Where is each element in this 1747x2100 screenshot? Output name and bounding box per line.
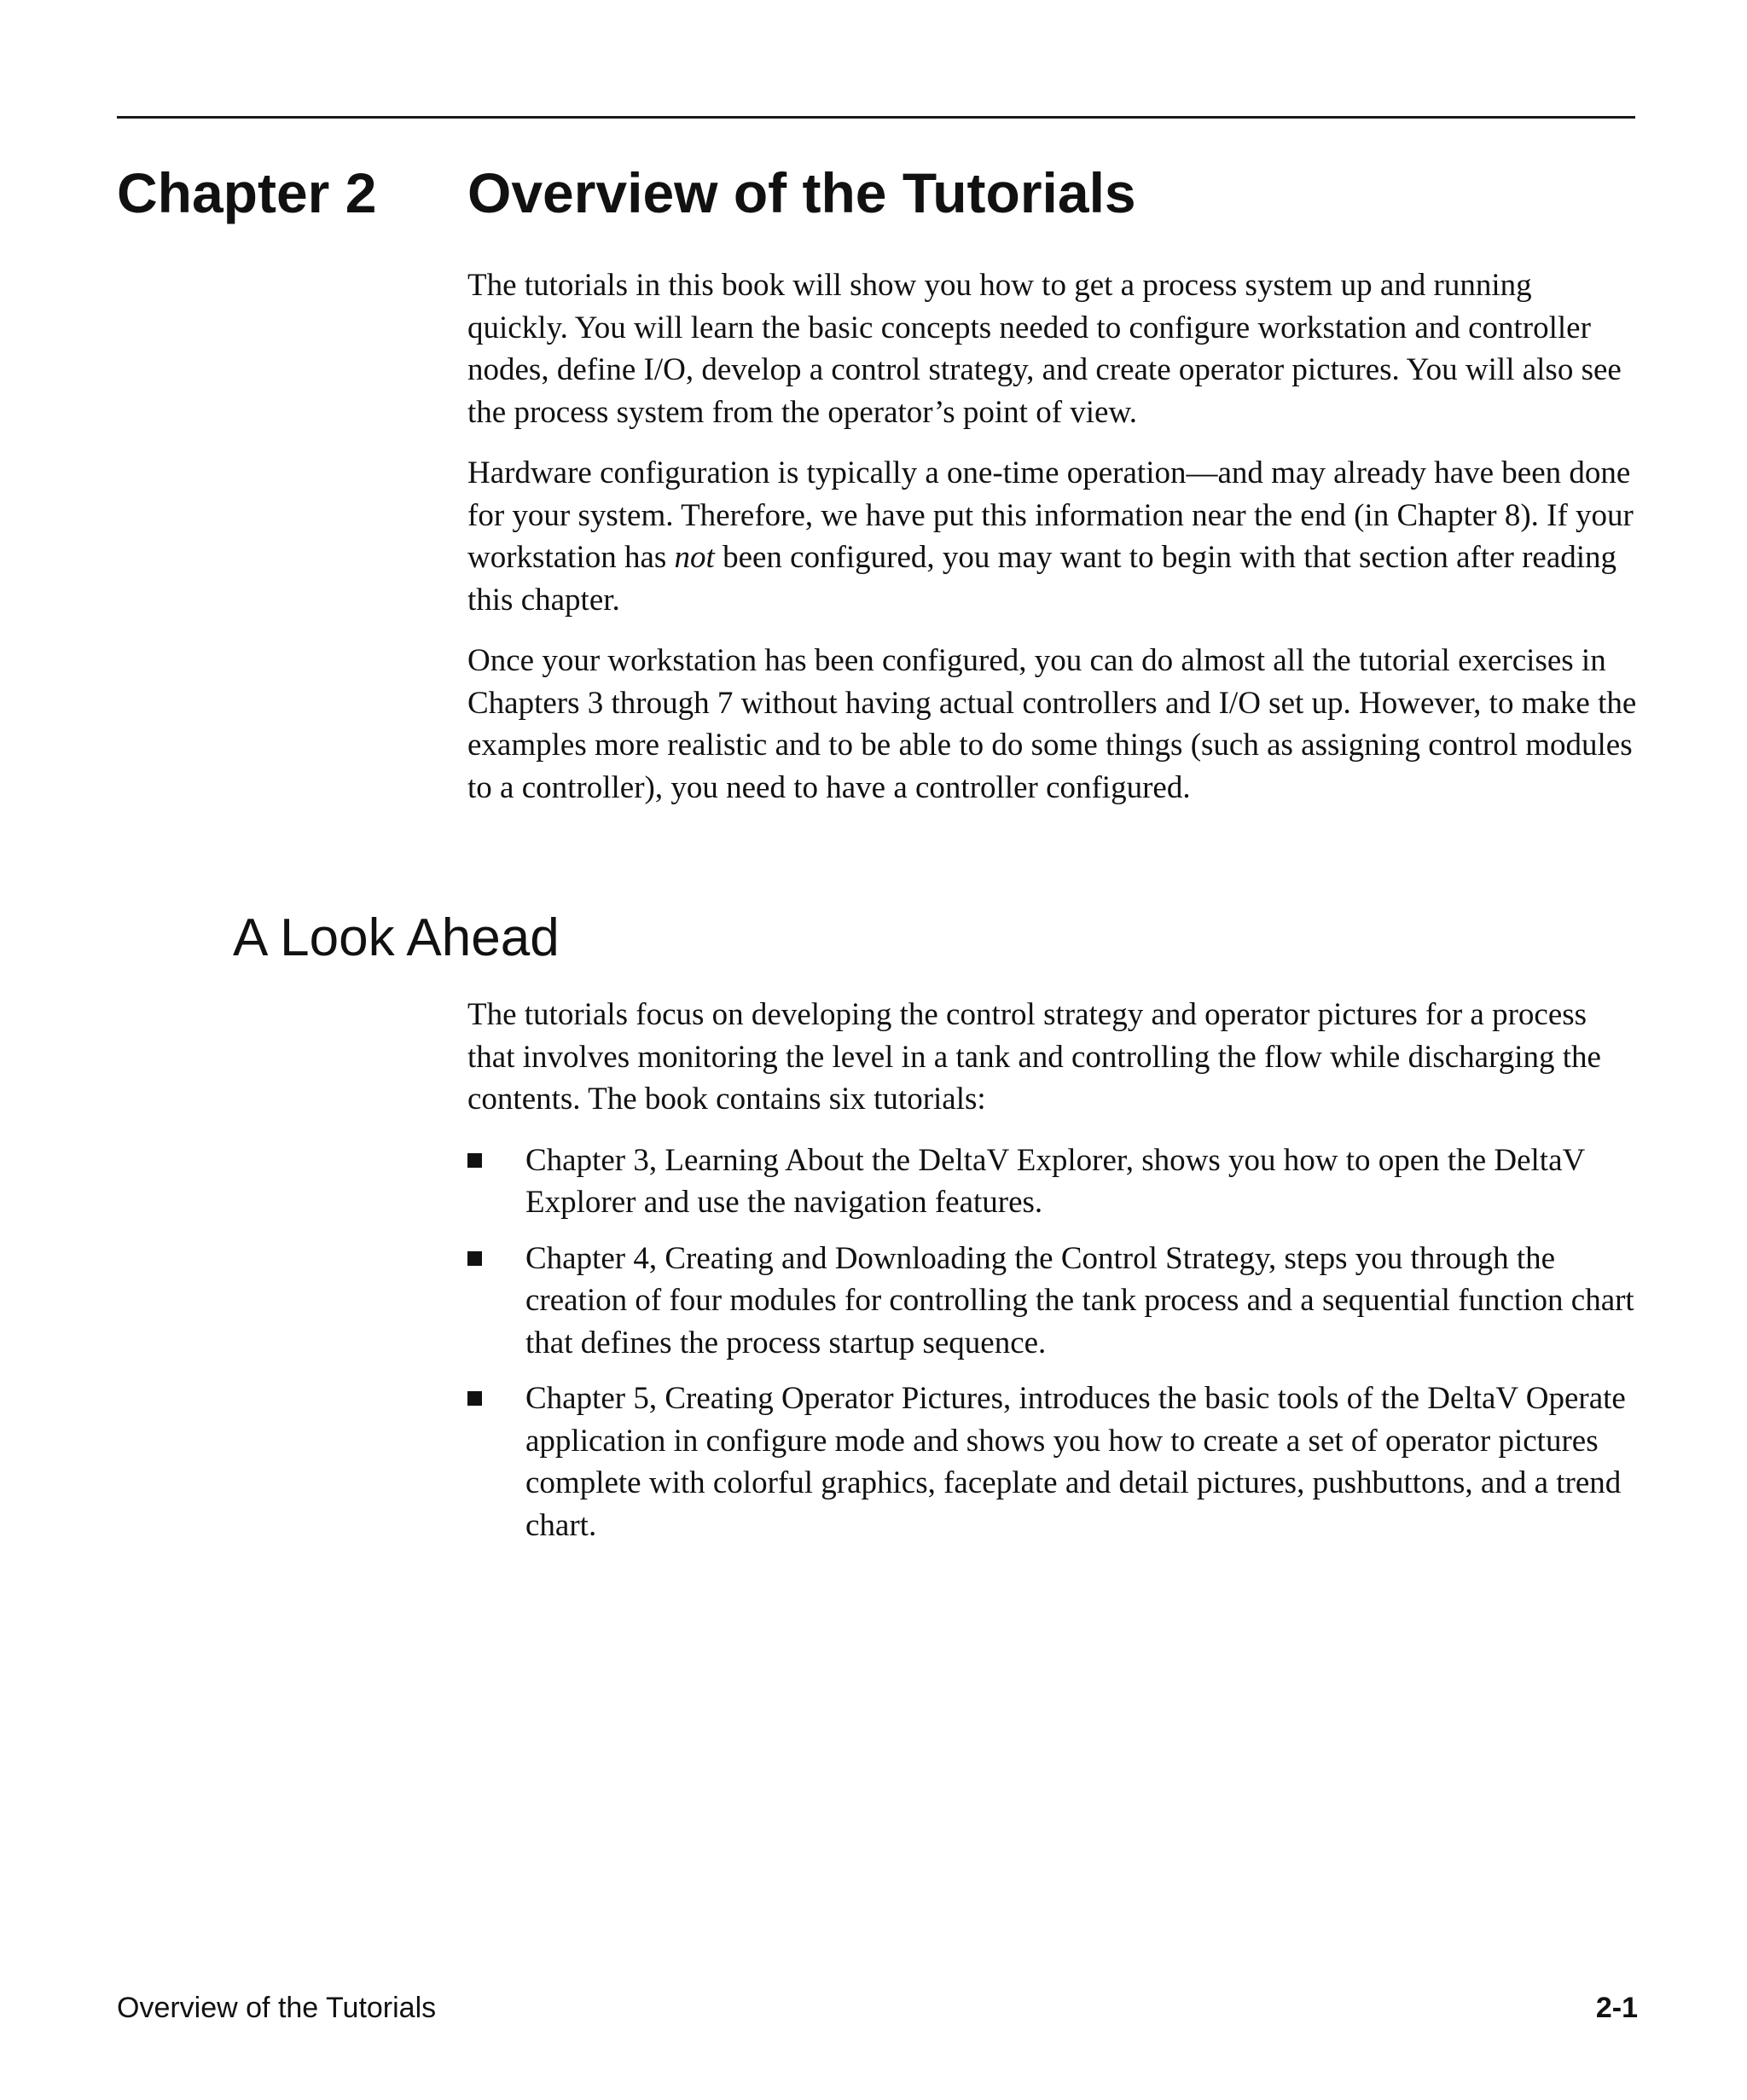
intro-paragraph-2-text-a: Hardware configuration is typically a one-time operation—and may already have been done for your system. Therefore, we have put this information near the end (in Chapter 8). If your workstation has bbox=[467, 455, 1634, 575]
emphasis-not: not bbox=[674, 540, 715, 575]
list-item-text: Chapter 5, Creating Operator Pictures, introduces the basic tools of the DeltaV Operate application in configure mode and shows you how to create a set of operator pictures complete with colorful graphics, faceplate and detail pictures, pushbuttons, and a trend chart. bbox=[525, 1381, 1626, 1543]
square-bullet-icon bbox=[467, 1251, 482, 1266]
list-item bbox=[467, 1238, 1638, 1365]
look-ahead-intro: The tutorials focus on developing the control strategy and operator pictures for a process that involves monitoring the level in a tank and controlling the flow while discharging the contents. The book contains six tutorials: bbox=[467, 997, 1601, 1117]
square-bullet-icon bbox=[467, 1391, 482, 1406]
chapter-label: Chapter 2 bbox=[117, 161, 377, 224]
header-rule bbox=[117, 116, 1635, 119]
square-bullet-icon bbox=[467, 1153, 482, 1168]
intro-paragraph-3: Once your workstation has been configured, you can do almost all the tutorial exercises in Chapters 3 through 7 without having actual controllers and I/O set up. However, to make the examples more realistic and to be able to do some things (such as assigning control modules to a controller), you need to have a controller configured. bbox=[467, 643, 1637, 805]
list-item-text: Chapter 4, Creating and Downloading the Control Strategy, steps you through the creation of four modules for controlling the tank process and a sequential function chart that defines the process startup sequence. bbox=[525, 1240, 1634, 1360]
intro-paragraph-2-text-b: been configured, you may want to begin with that section after reading this chapter. bbox=[467, 540, 1617, 618]
chapter-title: Overview of the Tutorials bbox=[467, 161, 1136, 224]
section-heading-look-ahead: A Look Ahead bbox=[233, 908, 560, 967]
page-number: 2-1 bbox=[1595, 1992, 1638, 2024]
footer-title: Overview of the Tutorials bbox=[117, 1992, 437, 2024]
intro-section bbox=[467, 264, 1638, 827]
list-item-text: Chapter 3, Learning About the DeltaV Explorer, shows you how to open the DeltaV Explorer and use the navigation features. bbox=[525, 1142, 1585, 1220]
tutorial-list bbox=[467, 1140, 1638, 1547]
look-ahead-section bbox=[467, 994, 1638, 1560]
intro-paragraph-2 bbox=[467, 452, 1638, 621]
list-item bbox=[467, 1140, 1638, 1224]
list-item bbox=[467, 1378, 1638, 1546]
intro-paragraph-1: The tutorials in this book will show you how to get a process system up and running quickly. You will learn the basic concepts needed to configure workstation and controller nodes, define I/O, develop a control strategy, and create operator pictures. You will also see the process system from the operator’s point of view. bbox=[467, 268, 1622, 430]
